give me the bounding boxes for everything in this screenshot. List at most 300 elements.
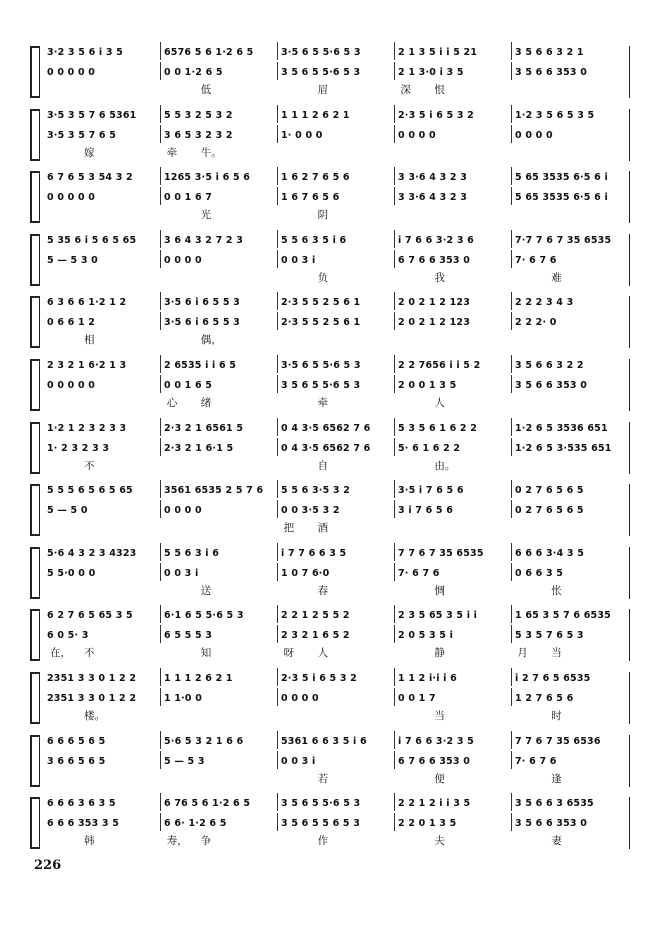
- measure: 6 2 7 6 5 65 3 5: [44, 605, 161, 623]
- score-system: [30, 105, 630, 167]
- melody-staff: [44, 167, 628, 185]
- score-system: [30, 731, 630, 793]
- measure: 2 0 2 1 2 123: [395, 312, 512, 330]
- system-bracket: [30, 609, 39, 661]
- lyric-cell: [161, 145, 278, 161]
- measure: 2·3 5 i 6 5 3 2: [395, 105, 512, 123]
- measure: 2 3 2 1 6 5 2: [278, 625, 395, 643]
- system-bracket: [30, 109, 39, 161]
- measure: 6 6· 1·2 6 5: [161, 813, 278, 831]
- measure: 0 0 1·2 6 5: [161, 62, 278, 80]
- lyric-word: 不: [84, 459, 95, 472]
- lyric-word: 知: [200, 647, 212, 660]
- lyric-cell: [278, 645, 395, 661]
- lyric-cell: [511, 520, 628, 536]
- lyric-word: 怅: [551, 584, 562, 597]
- measure: 3 5 6 6 3 2 2: [515, 360, 584, 371]
- lyric-cell: [161, 833, 278, 849]
- lyric-word: 牵: [166, 146, 178, 159]
- lyric-word: 送: [200, 584, 212, 597]
- lyrics-line: [44, 145, 628, 161]
- measure: 2 2 2 3 4 3: [515, 297, 574, 309]
- measure: 1· 0 0 0: [278, 125, 395, 143]
- lyric-word: 绪: [200, 397, 212, 409]
- lyric-cell: [161, 458, 278, 474]
- lyric-word: 争: [200, 835, 212, 848]
- measure: 5·6 4 3 2 3 4323: [44, 543, 161, 561]
- lyric-cell: [278, 583, 395, 599]
- melody-staff: [44, 42, 628, 60]
- measure: 2 0 5 3 5 i: [395, 625, 512, 643]
- lyric-cell: [394, 395, 511, 411]
- measure: 2·3 5 i 6 5 3 2: [278, 668, 395, 686]
- measure: 7· 6 7 6: [515, 254, 557, 266]
- barline: [39, 109, 40, 161]
- lyric-cell: [511, 645, 628, 661]
- barline: [39, 609, 40, 661]
- measure: 1 6 2 7 6 5 6: [278, 167, 395, 185]
- page-number: 226: [34, 858, 62, 873]
- lyrics-line: [44, 270, 628, 286]
- lyrics-line: [44, 583, 628, 599]
- measure: 5361 6 6 3 5 i 6: [278, 731, 395, 749]
- lyric-word: 寿，: [166, 835, 188, 848]
- melody-staff: [44, 731, 628, 749]
- measure: 1 2 7 6 5 6: [515, 693, 574, 704]
- lyrics-line: [44, 771, 628, 787]
- lyric-cell: [44, 458, 161, 474]
- measure: 3·5 6 i 6 5 5 3: [161, 292, 278, 310]
- lyric-word: 便: [434, 772, 445, 785]
- measure: 0 0 0 0 0: [44, 375, 161, 393]
- measure: 5· 6 1 6 2 2: [395, 438, 512, 456]
- measure: 7· 6 7 6: [515, 755, 557, 767]
- system-bracket: [30, 797, 39, 849]
- measure: 5 — 5 3 0: [44, 250, 161, 268]
- lyric-cell: [161, 207, 278, 223]
- lyric-cell: [278, 145, 395, 161]
- lyric-cell: [44, 708, 161, 724]
- measure: 0 0 3 i: [278, 250, 395, 268]
- measure: 7 7 6 7 35 6535: [395, 543, 512, 561]
- lyric-cell: [44, 645, 161, 661]
- measure: 2351 3 3 0 1 2 2: [44, 668, 161, 686]
- measure: 1·2 1 2 3 2 3 3: [44, 418, 161, 436]
- measure: 1 65 3 5 7 6 6535: [515, 610, 611, 622]
- lyric-cell: [394, 458, 511, 474]
- measure: 0 6 6 1 2: [44, 312, 161, 330]
- accompaniment-staff: [44, 813, 628, 831]
- measure: 2·3 2 1 6·1 5: [161, 438, 278, 456]
- barline: [39, 234, 40, 286]
- measure: 6 0 5· 3: [44, 625, 161, 643]
- lyric-cell: [394, 708, 511, 724]
- score-system: [30, 793, 630, 855]
- lyric-word: 人: [317, 647, 329, 660]
- measure: i 7 7 6 6 3 5: [278, 543, 395, 561]
- lyrics-line: [44, 332, 628, 348]
- lyric-word: 偶，: [200, 334, 222, 347]
- measure: 6 6 6 3 6 3 5: [44, 793, 161, 811]
- system-bracket: [30, 46, 39, 98]
- barline: [39, 359, 40, 411]
- measure: 5 35 6 i 5 6 5 65: [44, 230, 161, 248]
- lyrics-line: [44, 520, 628, 536]
- barline: [39, 171, 40, 223]
- lyric-word: 眉: [317, 84, 329, 96]
- lyric-word: 低: [200, 84, 212, 96]
- lyric-cell: [394, 207, 511, 223]
- lyric-cell: [394, 583, 511, 599]
- lyric-cell: [511, 270, 628, 286]
- melody-staff: [44, 230, 628, 248]
- score-system: [30, 605, 630, 667]
- lyric-word: 自: [317, 459, 329, 472]
- lyric-word: 心: [166, 397, 178, 409]
- measure: 2 2 0 1 3 5: [395, 813, 512, 831]
- lyric-word: 牛。: [200, 146, 222, 159]
- lyric-word: 嫁: [84, 146, 95, 159]
- lyric-word: 深: [400, 84, 411, 96]
- measure: 3 3·6 4 3 2 3: [395, 187, 512, 205]
- lyric-word: 春: [317, 584, 329, 597]
- melody-staff: [44, 793, 628, 811]
- lyric-word: 惆: [434, 584, 445, 597]
- accompaniment-staff: [44, 438, 628, 456]
- lyric-cell: [161, 332, 278, 348]
- measure: 6 7 6 6 353 0: [395, 751, 512, 769]
- measure: 3 6 4 3 2 7 2 3: [161, 230, 278, 248]
- measure: 3561 6535 2 5 7 6: [161, 480, 278, 498]
- system-bracket: [30, 422, 39, 474]
- system-bracket: [30, 735, 39, 787]
- measure: 3 5 6 6 3 6535: [515, 798, 594, 810]
- measure: 2 6535 i i 6 5: [161, 355, 278, 373]
- lyrics-line: [44, 645, 628, 661]
- measure: 6 6 6 353 3 5: [44, 813, 161, 831]
- score-system: [30, 292, 630, 354]
- measure: 3 5 6 5 5 6 5 3: [278, 813, 395, 831]
- lyric-cell: [394, 645, 511, 661]
- barline: [629, 422, 630, 474]
- measure: 6 7 6 6 353 0: [395, 250, 512, 268]
- lyric-cell: [511, 708, 628, 724]
- lyric-cell: [511, 771, 628, 787]
- barline: [629, 46, 630, 98]
- measure: 6576 5 6 1·2 6 5: [161, 42, 278, 60]
- lyric-cell: [44, 833, 161, 849]
- lyric-cell: [278, 270, 395, 286]
- barline: [39, 484, 40, 536]
- measure: i 2 7 6 5 6535: [515, 673, 591, 684]
- measure: 5 5 3 2 5 3 2: [161, 105, 278, 123]
- accompaniment-staff: [44, 563, 628, 581]
- lyric-cell: [44, 395, 161, 411]
- measure: 3·5 3 5 7 6 5361: [44, 105, 161, 123]
- lyric-word: 呀: [283, 647, 295, 660]
- score-system: [30, 480, 630, 542]
- measure: 3 3·6 4 3 2 3: [395, 167, 512, 185]
- barline: [39, 735, 40, 787]
- measure: 1 1 1 2 6 2 1: [278, 105, 395, 123]
- lyric-cell: [278, 332, 395, 348]
- lyric-cell: [511, 458, 628, 474]
- lyric-word: 静: [434, 647, 445, 660]
- lyric-cell: [511, 332, 628, 348]
- barline: [629, 359, 630, 411]
- barline: [629, 234, 630, 286]
- measure: 3 5 6 6 353 0: [515, 67, 588, 78]
- measure: 0 0 0 0 0: [44, 187, 161, 205]
- lyric-cell: [278, 458, 395, 474]
- measure: 0 0 1 7: [395, 688, 512, 706]
- accompaniment-staff: [44, 312, 628, 330]
- lyrics-line: [44, 395, 628, 411]
- barline: [39, 422, 40, 474]
- lyric-word: 妻: [551, 835, 562, 848]
- melody-staff: [44, 668, 628, 686]
- lyric-cell: [511, 395, 628, 411]
- lyric-cell: [394, 82, 511, 98]
- measure: 5 3 5 7 6 5 3: [515, 630, 584, 642]
- lyric-cell: [278, 395, 395, 411]
- measure: 3·5 6 5 5·6 5 3: [278, 355, 395, 373]
- lyric-cell: [161, 708, 278, 724]
- measure: 2 2 2· 0: [515, 317, 557, 329]
- melody-staff: [44, 418, 628, 436]
- measure: 3 6 6 5 6 5: [44, 751, 161, 769]
- measure: 6 6 6 3·4 3 5: [515, 547, 585, 559]
- measure: 0 0 1 6 7: [161, 187, 278, 205]
- lyric-word: 若: [317, 772, 329, 785]
- measure: 0 0 3 i: [161, 563, 278, 581]
- measure: 1· 2 3 2 3 3: [44, 438, 161, 456]
- lyric-word: 相: [84, 334, 95, 347]
- system-bracket: [30, 547, 39, 599]
- lyric-cell: [511, 145, 628, 161]
- measure: 5 5 6 3 5 i 6: [278, 230, 395, 248]
- lyric-cell: [278, 771, 395, 787]
- barline: [629, 547, 630, 599]
- barline: [39, 672, 40, 724]
- lyrics-line: [44, 458, 628, 474]
- score-system: [30, 543, 630, 605]
- barline: [629, 109, 630, 161]
- lyrics-line: [44, 833, 628, 849]
- melody-staff: [44, 605, 628, 623]
- system-bracket: [30, 484, 39, 536]
- measure: 3·2 3 5 6 i 3 5: [44, 42, 161, 60]
- measure: 1 1 1 2 6 2 1: [161, 668, 278, 686]
- barline: [39, 547, 40, 599]
- lyric-cell: [161, 395, 278, 411]
- lyric-word: 把: [283, 522, 295, 535]
- measure: 0 0 1 6 5: [161, 375, 278, 393]
- lyric-cell: [161, 645, 278, 661]
- melody-staff: [44, 355, 628, 373]
- measure: 1265 3·5 i 6 5 6: [161, 167, 278, 185]
- measure: 2·3 5 5 2 5 6 1: [278, 312, 395, 330]
- measure: 5 65 3535 6·5 6 i: [515, 172, 608, 184]
- lyric-cell: [394, 270, 511, 286]
- barline: [629, 609, 630, 661]
- lyric-cell: [394, 833, 511, 849]
- measure: 3 5 6 5 5·6 5 3: [278, 375, 395, 393]
- lyric-word: 月: [517, 647, 528, 660]
- measure: 2 1 3·0 i 3 5: [395, 62, 512, 80]
- measure: 2351 3 3 0 1 2 2: [44, 688, 161, 706]
- measure: 1·2 6 5 3536 651: [515, 422, 608, 434]
- score-system: [30, 167, 630, 229]
- measure: 3·5 i 7 6 5 6: [395, 480, 512, 498]
- lyric-cell: [44, 82, 161, 98]
- measure: 1·2 3 5 6 5 3 5: [515, 109, 595, 121]
- lyric-cell: [511, 833, 628, 849]
- measure: 3 i 7 6 5 6: [395, 500, 512, 518]
- lyric-cell: [394, 145, 511, 161]
- measure: 2 2 1 2 i i 3 5: [395, 793, 512, 811]
- measure: 2 0 2 1 2 123: [395, 292, 512, 310]
- lyrics-line: [44, 708, 628, 724]
- lyric-word: 夫: [434, 835, 445, 848]
- lyric-cell: [394, 520, 511, 536]
- accompaniment-staff: [44, 250, 628, 268]
- accompaniment-staff: [44, 187, 628, 205]
- measure: 5 5 6 3·5 3 2: [278, 480, 395, 498]
- barline: [629, 296, 630, 348]
- accompaniment-staff: [44, 62, 628, 80]
- lyric-cell: [44, 771, 161, 787]
- measure: 0 0 3 i: [278, 751, 395, 769]
- measure: 5 5 5 6 5 6 5 65: [44, 480, 161, 498]
- measure: 0 0 0 0: [395, 125, 512, 143]
- lyric-cell: [511, 82, 628, 98]
- lyric-word: 逢: [551, 772, 562, 785]
- lyric-word: 阴: [317, 209, 329, 222]
- measure: 6 3 6 6 1·2 1 2: [44, 292, 161, 310]
- measure: 3 5 6 6 353 0: [515, 380, 588, 391]
- barline: [39, 296, 40, 348]
- measure: 5 65 3535 6·5 6 i: [515, 192, 608, 204]
- melody-staff: [44, 543, 628, 561]
- lyric-cell: [394, 771, 511, 787]
- measure: 6·1 6 5 5·6 5 3: [161, 605, 278, 623]
- measure: 2·3 5 5 2 5 6 1: [278, 292, 395, 310]
- lyric-word: 当: [551, 647, 562, 660]
- accompaniment-staff: [44, 688, 628, 706]
- measure: 0 0 0 0: [278, 688, 395, 706]
- barline: [629, 171, 630, 223]
- melody-staff: [44, 105, 628, 123]
- measure: 3 6 5 3 2 3 2: [161, 125, 278, 143]
- measure: 2 2 7656 i i 5 2: [395, 355, 512, 373]
- lyric-word: 牵: [317, 397, 329, 409]
- lyric-cell: [44, 270, 161, 286]
- lyric-word: 由。: [434, 459, 456, 472]
- measure: 1 1·0 0: [161, 688, 278, 706]
- measure: 0 0 0 0 0: [44, 62, 161, 80]
- measure: i 7 6 6 3·2 3 5: [395, 731, 512, 749]
- lyric-cell: [161, 583, 278, 599]
- barline: [629, 672, 630, 724]
- measure: 2 0 0 1 3 5: [395, 375, 512, 393]
- lyric-cell: [44, 332, 161, 348]
- system-bracket: [30, 171, 39, 223]
- measure: 1 1 2 i·i i 6: [395, 668, 512, 686]
- accompaniment-staff: [44, 625, 628, 643]
- measure: 1 6 7 6 5 6: [278, 187, 395, 205]
- measure: 2 1 3 5 i i 5 21: [395, 42, 512, 60]
- accompaniment-staff: [44, 375, 628, 393]
- lyric-cell: [278, 833, 395, 849]
- barline: [39, 46, 40, 98]
- measure: 5 — 5 0: [44, 500, 161, 518]
- lyric-cell: [278, 520, 395, 536]
- measure: 0 0 0 0: [161, 250, 278, 268]
- measure: 2 3 5 65 3 5 i i: [395, 605, 512, 623]
- measure: 3 5 6 6 353 0: [515, 818, 588, 830]
- lyric-word: 人: [434, 397, 445, 409]
- system-bracket: [30, 672, 39, 724]
- lyric-cell: [44, 145, 161, 161]
- measure: 1 0 7 6·0: [278, 563, 395, 581]
- lyric-word: 当: [434, 710, 445, 722]
- measure: 5 — 5 3: [161, 751, 278, 769]
- lyric-cell: [161, 270, 278, 286]
- accompaniment-staff: [44, 125, 628, 143]
- lyric-word: 楼。: [84, 710, 105, 722]
- lyric-word: 难: [551, 271, 562, 284]
- lyric-cell: [394, 332, 511, 348]
- barline: [629, 484, 630, 536]
- score-system: [30, 668, 630, 730]
- accompaniment-staff: [44, 500, 628, 518]
- lyric-cell: [278, 207, 395, 223]
- measure: 2 3 2 1 6·2 1 3: [44, 355, 161, 373]
- lyrics-line: [44, 207, 628, 223]
- lyric-cell: [44, 520, 161, 536]
- measure: 3·5 3 5 7 6 5: [44, 125, 161, 143]
- measure: i 7 6 6 3·2 3 6: [395, 230, 512, 248]
- measure: 0 6 6 3 5: [515, 567, 564, 579]
- measure: 5 5·0 0 0: [44, 563, 161, 581]
- lyric-word: 恨: [434, 84, 445, 96]
- lyric-cell: [161, 82, 278, 98]
- measure: 7· 6 7 6: [395, 563, 512, 581]
- system-bracket: [30, 359, 39, 411]
- measure: 6 6 6 5 6 5: [44, 731, 161, 749]
- melody-staff: [44, 480, 628, 498]
- barline: [629, 735, 630, 787]
- melody-staff: [44, 292, 628, 310]
- lyric-word: 韩: [84, 835, 95, 848]
- score-system: [30, 355, 630, 417]
- measure: 0 0 0 0: [161, 500, 278, 518]
- measure: 0 0 3·5 3 2: [278, 500, 395, 518]
- measure: 3 5 6 5 5·6 5 3: [278, 62, 395, 80]
- lyric-cell: [44, 583, 161, 599]
- lyric-cell: [44, 207, 161, 223]
- score-system: [30, 418, 630, 480]
- lyric-word: 负: [317, 271, 329, 284]
- lyric-word: 不: [84, 647, 95, 660]
- measure: 6 5 5 5 3: [161, 625, 278, 643]
- lyric-cell: [511, 207, 628, 223]
- measure: 0 0 0 0: [515, 129, 553, 141]
- measure: 5 3 5 6 1 6 2 2: [395, 418, 512, 436]
- measure: 3·5 6 i 6 5 5 3: [161, 312, 278, 330]
- lyric-word: 酒: [317, 522, 329, 535]
